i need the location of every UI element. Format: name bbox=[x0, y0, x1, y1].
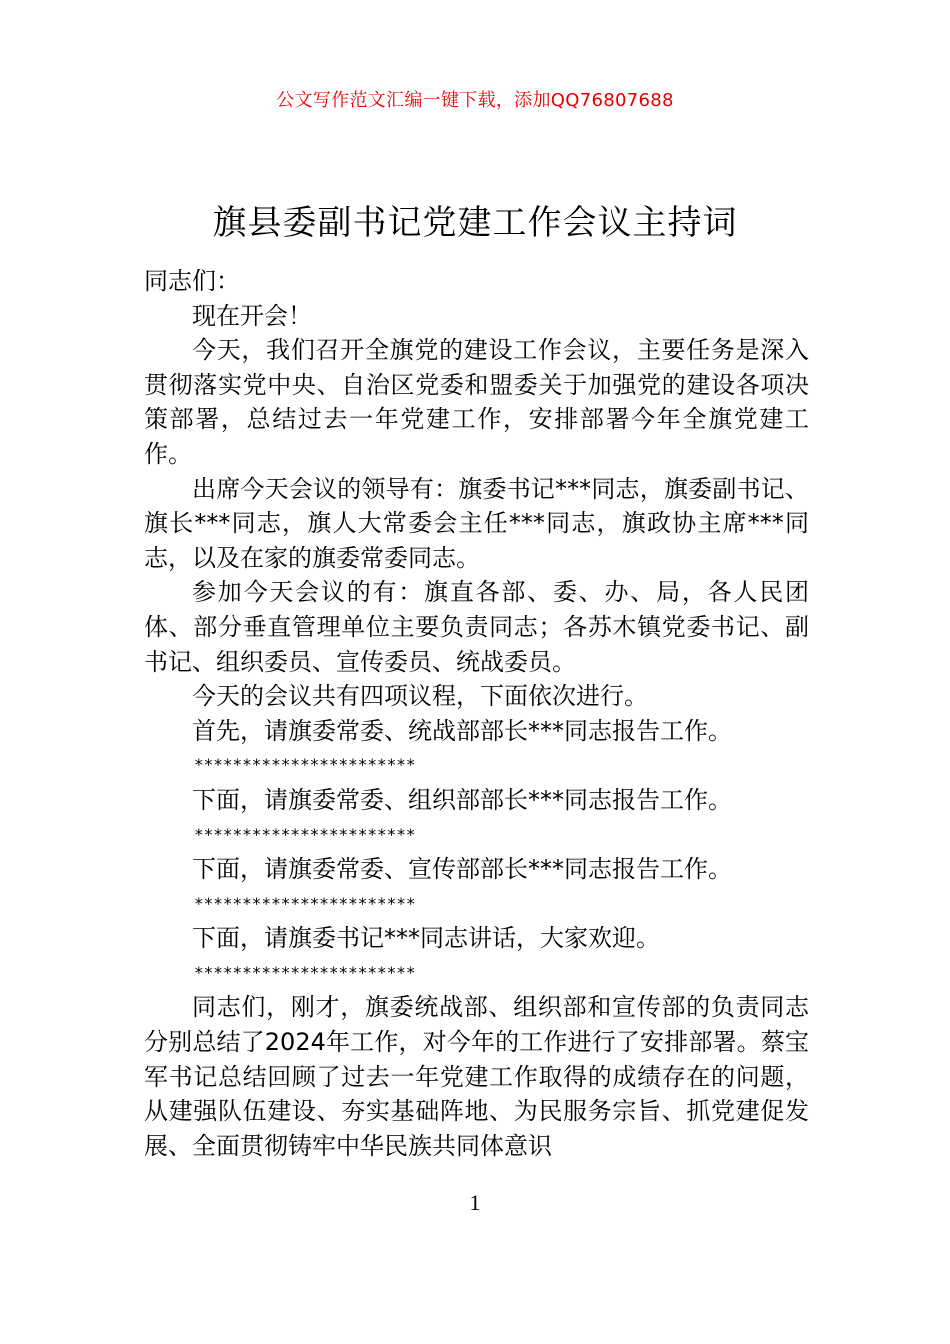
paragraph: 出席今天会议的领导有：旗委书记***同志，旗委副书记、旗长***同志，旗人大常委会主任***同志，旗政协主席***同志，以及在家的旗委常委同志。 bbox=[144, 474, 809, 572]
agenda-item: 下面，请旗委常委、组织部部长***同志报告工作。 bbox=[192, 785, 732, 814]
separator-stars: *********************** bbox=[194, 893, 416, 913]
separator-stars: *********************** bbox=[194, 755, 416, 775]
agenda-item: 首先，请旗委常委、统战部部长***同志报告工作。 bbox=[192, 716, 732, 745]
separator-stars: *********************** bbox=[194, 962, 416, 982]
paragraph: 现在开会！ bbox=[192, 301, 312, 330]
agenda-item: 下面，请旗委书记***同志讲话，大家欢迎。 bbox=[192, 924, 660, 953]
paragraph: 同志们，刚才，旗委统战部、组织部和宣传部的负责同志分别总结了2024年工作，对今年的工作进行了安排部署。蔡宝军书记总结回顾了过去一年党建工作取得的成绩存在的问题，从建强队伍建设、夯实基础阵地、为民服务宗旨、抓党建促发展、全面贯彻铸牢中华民族共同体意识 bbox=[144, 993, 809, 1160]
paragraph: 参加今天会议的有：旗直各部、委、办、局，各人民团体、部分垂直管理单位主要负责同志；各苏木镇党委书记、副书记、组织委员、宣传委员、统战委员。 bbox=[144, 578, 809, 676]
document-title: 旗县委副书记党建工作会议主持词 bbox=[212, 202, 738, 243]
document-body bbox=[144, 264, 809, 1163]
agenda-item: 下面，请旗委常委、宣传部部长***同志报告工作。 bbox=[192, 855, 732, 884]
watermark-banner: 公文写作范文汇编一键下载，添加QQ76807688 bbox=[276, 90, 674, 111]
paragraph: 今天，我们召开全旗党的建设工作会议，主要任务是深入贯彻落实党中央、自治区党委和盟委关于加强党的建设各项决策部署，总结过去一年党建工作，安排部署今年全旗党建工作。 bbox=[144, 336, 809, 468]
paragraph: 今天的会议共有四项议程，下面依次进行。 bbox=[192, 682, 648, 711]
salutation: 同志们： bbox=[144, 267, 240, 295]
separator-stars: *********************** bbox=[194, 824, 416, 844]
page-number: 1 bbox=[469, 1190, 481, 1215]
